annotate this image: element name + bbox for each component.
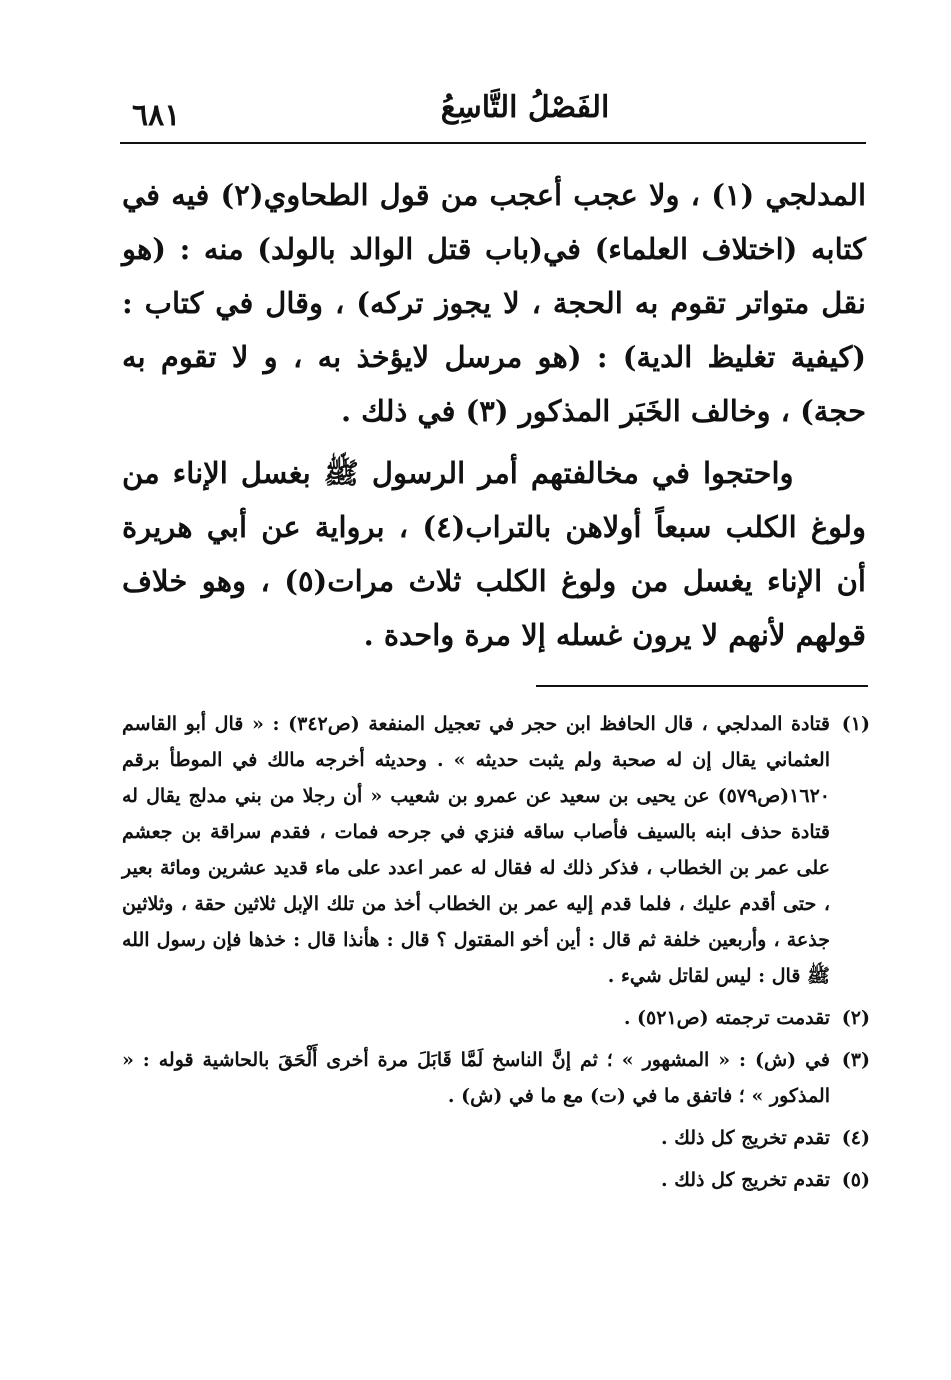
chapter-title: الفَصْلُ التَّاسِعُ bbox=[440, 90, 610, 125]
footnote-number: (١) bbox=[841, 713, 870, 735]
footnote-text: في (ش) : « المشهور » ؛ ثم إنَّ الناسخ لَمَّا قَابَلَ مرة أخرى أَلْحَقَ بالحاشية قوله : « المذكور » ؛ فاتفق ما في (ت) مع ما في (ش) . bbox=[122, 1049, 830, 1107]
page-number: ٦٨١ bbox=[132, 98, 181, 133]
footnote-1 bbox=[122, 706, 870, 994]
main-text bbox=[122, 168, 866, 662]
footnote-4 bbox=[122, 1120, 870, 1156]
page-header bbox=[120, 84, 866, 144]
footnote-text: تقدمت ترجمته (ص٥٢١) . bbox=[623, 1007, 830, 1029]
footnote-number: (٢) bbox=[841, 1007, 870, 1029]
footnotes bbox=[122, 706, 870, 1204]
footnote-text: تقدم تخريج كل ذلك . bbox=[661, 1169, 830, 1191]
footnote-text: قتادة المدلجي ، قال الحافظ ابن حجر في تعجيل المنفعة (ص٣٤٢) : « قال أبو القاسم العثماني يقال إن له صحبة ولم يثبت حديثه » . وحديثه أخرجه مالك في الموطأ برقم ١٦٢٠(ص٥٧٩) عن يحيى بن سعيد عن عمرو بن شعيب « أن رجلا من بني مدلج يقال له قتادة حذف ابنه بالسيف فأصاب ساقه فنزي في جرحه فمات ، فقدم سراقة بن جعشم على عمر بن الخطاب ، فذكر ذلك له فقال له عمر اعدد على ماء قديد عشرين ومائة بعير ، حتى أقدم عليك ، فلما قدم إليه عمر بن الخطاب أخذ من تلك الإبل ثلاثين حقة ، وثلاثين جذعة ، وأربعين خلفة ثم قال : أين أخو المقتول ؟ قال : هأنذا قال : خذها فإن رسول الله ﷺ قال : ليس لقاتل شيء . bbox=[122, 713, 831, 987]
paragraph-2: واحتجوا في مخالفتهم أمر الرسول ﷺ بغسل الإناء من ولوغ الكلب سبعاً أولاهن بالتراب(٤) ، برواية عن أبي هريرة أن الإناء يغسل من ولوغ الكلب ثلاث مرات(٥) ، وهو خلاف قولهم لأنهم لا يرون غسله إلا مرة واحدة . bbox=[122, 456, 866, 652]
paragraph-1: المدلجي (١) ، ولا عجب أعجب من قول الطحاوي(٢) فيه في كتابه (اختلاف العلماء) في(باب قتل الوالد بالولد) منه : (هو نقل متواتر تقوم به الحجة ، لا يجوز تركه) ، وقال في كتاب : (كيفية تغليظ الدية) : (هو مرسل لايؤخذ به ، و لا تقوم به حجة) ، وخالف الخَبَر المذكور (٣) في ذلك . bbox=[122, 178, 867, 428]
footnote-number: (٥) bbox=[841, 1169, 870, 1191]
footnote-divider bbox=[536, 685, 868, 687]
footnote-2 bbox=[122, 1000, 870, 1036]
footnote-number: (٣) bbox=[841, 1049, 870, 1071]
header-divider bbox=[120, 142, 866, 144]
footnote-3 bbox=[122, 1042, 870, 1114]
footnote-text: تقدم تخريج كل ذلك . bbox=[661, 1127, 830, 1149]
footnote-5 bbox=[122, 1162, 870, 1198]
footnote-number: (٤) bbox=[841, 1127, 870, 1149]
